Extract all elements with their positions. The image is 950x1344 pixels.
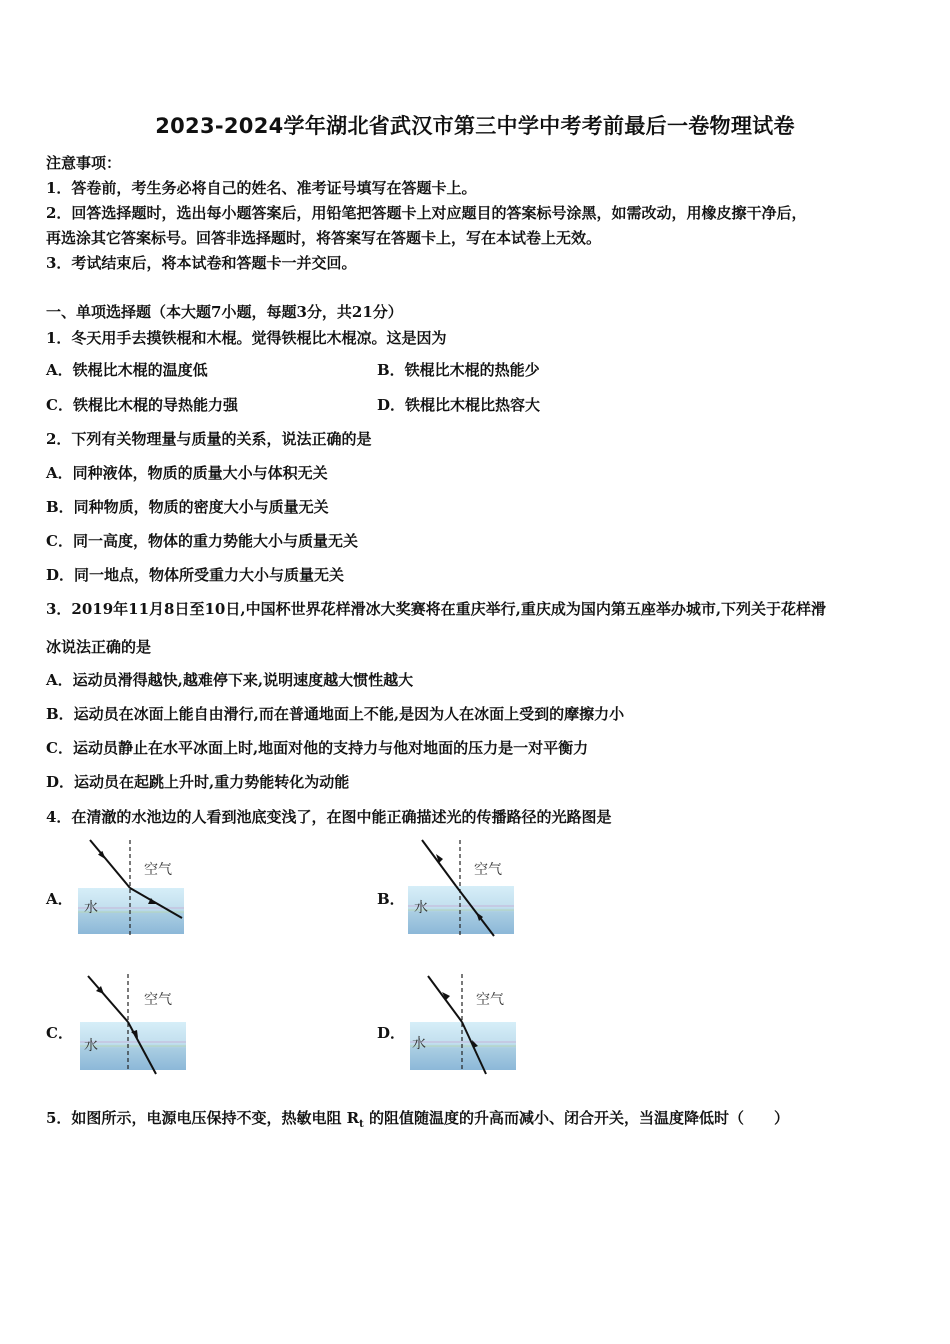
question-2-option-a: A．同种液体，物质的质量大小与体积无关: [46, 464, 328, 482]
question-5-stem-pre: 5．如图所示，电源电压保持不变，热敏电阻 R: [46, 1109, 360, 1127]
question-5-stem-post: 的阻值随温度的升高而减小、闭合开关，当温度降低时（ ）: [363, 1109, 789, 1127]
notice-item-2-cont: 再选涂其它答案标号。回答非选择题时，将答案写在答题卡上，写在本试卷上无效。: [46, 229, 602, 247]
water-label: 水: [84, 1038, 98, 1054]
question-1-stem: 1．冬天用手去摸铁棍和木棍。觉得铁棍比木棍凉。这是因为: [46, 329, 447, 347]
ray-diagram-d: [406, 972, 518, 1076]
question-2-option-d: D．同一地点，物体所受重力大小与质量无关: [46, 566, 345, 584]
water-label: 水: [84, 900, 98, 916]
question-1-option-c: C．铁棍比木棍的导热能力强: [46, 396, 238, 414]
question-3-stem-cont: 冰说法正确的是: [46, 638, 152, 656]
question-2-option-c: C．同一高度，物体的重力势能大小与质量无关: [46, 532, 358, 550]
ray-diagram-c: [76, 972, 188, 1076]
air-label: 空气: [474, 862, 502, 878]
incident-ray: [88, 976, 128, 1022]
section-heading: 一、单项选择题（本大题7小题，每题3分，共21分）: [46, 303, 403, 321]
question-4-option-d-label: D．: [377, 1024, 406, 1042]
ray-diagram-b: [406, 838, 518, 938]
question-3-stem: 3．2019年11月8日至10日,中国杯世界花样滑冰大奖赛将在重庆举行,重庆成为国内第五座举办城市,下列关于花样滑: [46, 600, 827, 618]
page-title: 2023-2024学年湖北省武汉市第三中学中考考前最后一卷物理试卷: [155, 114, 795, 138]
water-label: 水: [414, 900, 428, 916]
notice-item-1: 1．答卷前，考生务必将自己的姓名、准考证号填写在答题卡上。: [46, 179, 477, 197]
question-4-option-c-label: C．: [46, 1024, 73, 1042]
air-label: 空气: [144, 862, 172, 878]
question-1-option-a: A．铁棍比木棍的温度低: [46, 361, 208, 379]
question-2-stem: 2．下列有关物理量与质量的关系，说法正确的是: [46, 430, 372, 448]
question-4-stem: 4．在清澈的水池边的人看到池底变浅了，在图中能正确描述光的传播路径的光路图是: [46, 808, 612, 826]
question-3-option-c: C．运动员静止在水平冰面上时,地面对他的支持力与他对地面的压力是一对平衡力: [46, 739, 589, 757]
air-label: 空气: [144, 992, 172, 1008]
question-4-option-a-label: A．: [46, 890, 73, 908]
water-label: 水: [412, 1036, 426, 1052]
ray-in-air: [428, 976, 462, 1022]
question-2-option-b: B．同种物质，物质的密度大小与质量无关: [46, 498, 329, 516]
question-5-stem: [46, 1107, 789, 1130]
notice-item-2: 2．回答选择题时，选出每小题答案后，用铅笔把答题卡上对应题目的答案标号涂黑，如需改动，用橡皮擦干净后，: [46, 204, 807, 222]
question-5-subscript: t: [359, 1119, 364, 1130]
question-1-option-d: D．铁棍比木棍比热容大: [377, 396, 541, 414]
ray-diagram-a: [76, 838, 188, 938]
notice-item-3: 3．考试结束后，将本试卷和答题卡一并交回。: [46, 254, 357, 272]
question-3-option-d: D．运动员在起跳上升时,重力势能转化为动能: [46, 773, 350, 791]
question-3-option-a: A．运动员滑得越快,越难停下来,说明速度越大惯性越大: [46, 671, 414, 689]
question-4-option-b-label: B．: [377, 890, 405, 908]
question-1-option-b: B．铁棍比木棍的热能少: [377, 361, 540, 379]
question-3-option-b: B．运动员在冰面上能自由滑行,而在普通地面上不能,是因为人在冰面上受到的摩擦力小: [46, 705, 625, 723]
incident-ray: [90, 840, 130, 888]
notice-heading: 注意事项：: [46, 154, 122, 172]
air-label: 空气: [476, 992, 504, 1008]
